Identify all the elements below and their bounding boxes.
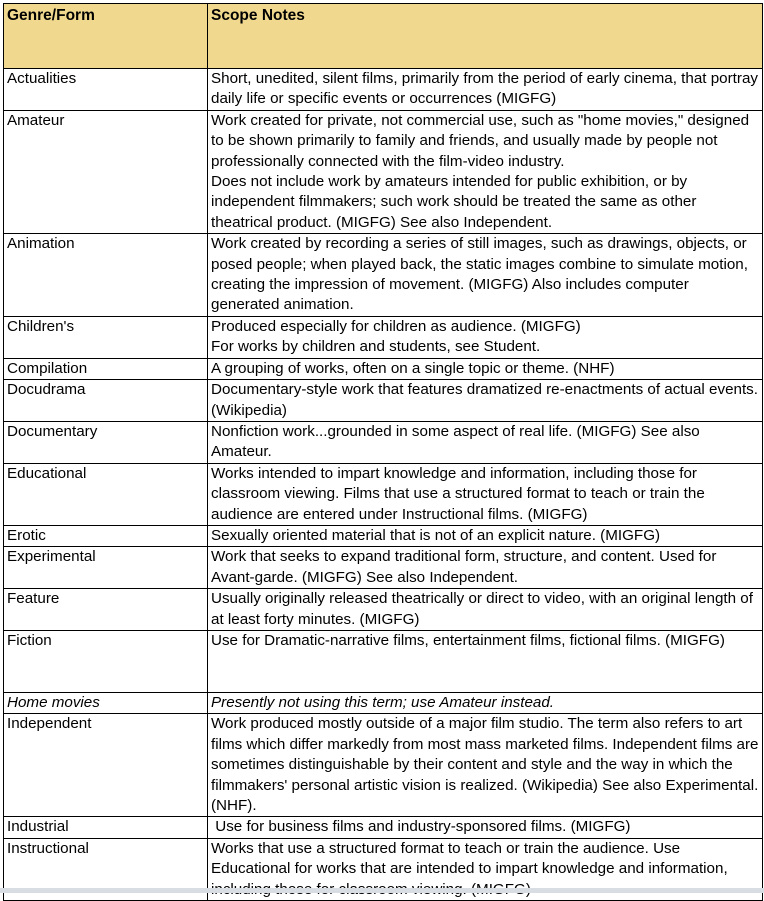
genre-term: Compilation	[4, 358, 208, 379]
note-line: Work created for private, not commercial use, such as "home movies," designed to be shown primarily to family and friends, and usually made by people not professionally connected with the film-video industry.	[211, 111, 750, 170]
genre-term: Docudrama	[4, 380, 208, 422]
scope-note	[208, 630, 763, 692]
scope-note	[208, 234, 763, 317]
scope-note	[208, 69, 763, 111]
note-line: Work produced mostly outside of a major film studio. The term also refers to art films which differ markedly from most mass marketed films. Independent films are sometimes distinguishable by their content and style and the way in which the filmmakers' personal artistic vision is realized. (Wikipedia) See also Experimental. (NHF).	[211, 715, 759, 814]
note-line: Produced especially for children as audience. (MIGFG)	[211, 317, 581, 335]
genre-term: Children's	[4, 316, 208, 358]
scope-note	[208, 380, 763, 422]
table-row	[4, 630, 763, 692]
scope-note	[208, 589, 763, 631]
bottom-edge-bar	[0, 888, 764, 893]
note-line: Nonfiction work...grounded in some aspect of real life. (MIGFG) See also Amateur.	[211, 422, 700, 461]
scope-note	[208, 463, 763, 525]
table-row	[4, 69, 763, 111]
note-line: Usually originally released theatrically or direct to video, with an original length of at least forty minutes. (MIGFG)	[211, 590, 753, 628]
table-row	[4, 547, 763, 589]
scope-note	[208, 421, 763, 463]
note-line: Use for business films and industry-sponsored films. (MIGFG)	[211, 818, 631, 836]
header-genre-form: Genre/Form	[4, 4, 208, 69]
note-line: A grouping of works, often on a single topic or theme. (NHF)	[211, 359, 615, 377]
note-line: Works intended to impart knowledge and information, including those for classroom viewing. Films that use a structured format to teach or train the audience are entered under Instructional films. (MIGFG)	[211, 464, 705, 523]
genre-term: Educational	[4, 463, 208, 525]
note-line: Short, unedited, silent films, primarily from the period of early cinema, that portray daily life or specific events or occurrences (MIGFG)	[211, 70, 758, 108]
table-row	[4, 817, 763, 838]
scope-note	[208, 817, 763, 838]
header-row	[4, 4, 763, 69]
note-line: Documentary-style work that features dramatized re-enactments of actual events. (Wikipedia)	[211, 381, 758, 419]
table-row	[4, 463, 763, 525]
scope-note	[208, 316, 763, 358]
genre-term: Amateur	[4, 110, 208, 233]
genre-term: Instructional	[4, 838, 208, 900]
table-row	[4, 525, 763, 546]
genre-term: Actualities	[4, 69, 208, 111]
header-scope-notes: Scope Notes	[208, 4, 763, 69]
genre-form-table	[3, 3, 763, 901]
note-line: Work created by recording a series of still images, such as drawings, objects, or posed people; when played back, the static images combine to simulate motion, creating the impression of movement. (MIGFG) Also includes computer generated animation.	[211, 235, 748, 314]
table-row	[4, 358, 763, 379]
table-row	[4, 110, 763, 233]
note-line: Use for Dramatic-narrative films, entertainment films, fictional films. (MIGFG)	[211, 631, 725, 649]
note-line: Does not include work by amateurs intended for public exhibition, or by independent filmmakers; such work should be treated the same as other theatrical product. (MIGFG) See also Independent.	[211, 173, 697, 231]
genre-term: Independent	[4, 714, 208, 817]
note-line: For works by children and students, see Student.	[211, 338, 541, 356]
scope-note	[208, 358, 763, 379]
note-line: Works that use a structured format to teach or train the audience. Use Educational for works that are intended to impart knowledge and information,	[211, 839, 728, 878]
table-row	[4, 380, 763, 422]
table-row	[4, 714, 763, 817]
genre-term: Home movies	[4, 692, 208, 713]
scope-note	[208, 547, 763, 589]
scope-note	[208, 714, 763, 817]
scope-note	[208, 525, 763, 546]
note-line: Sexually oriented material that is not of an explicit nature. (MIGFG)	[211, 526, 661, 544]
genre-term: Animation	[4, 234, 208, 317]
table-row	[4, 316, 763, 358]
note-line: Work that seeks to expand traditional form, structure, and content. Used for Avant-garde. (MIGFG) See also Independent.	[211, 548, 717, 586]
genre-term: Feature	[4, 589, 208, 631]
genre-term: Fiction	[4, 630, 208, 692]
table-row	[4, 421, 763, 463]
genre-term: Erotic	[4, 525, 208, 546]
genre-term: Experimental	[4, 547, 208, 589]
scope-note	[208, 110, 763, 233]
table-row	[4, 692, 763, 713]
table-row	[4, 234, 763, 317]
genre-term: Industrial	[4, 817, 208, 838]
table-row	[4, 589, 763, 631]
note-line: Presently not using this term; use Amateur instead.	[211, 693, 555, 711]
genre-term: Documentary	[4, 421, 208, 463]
scope-note	[208, 692, 763, 713]
